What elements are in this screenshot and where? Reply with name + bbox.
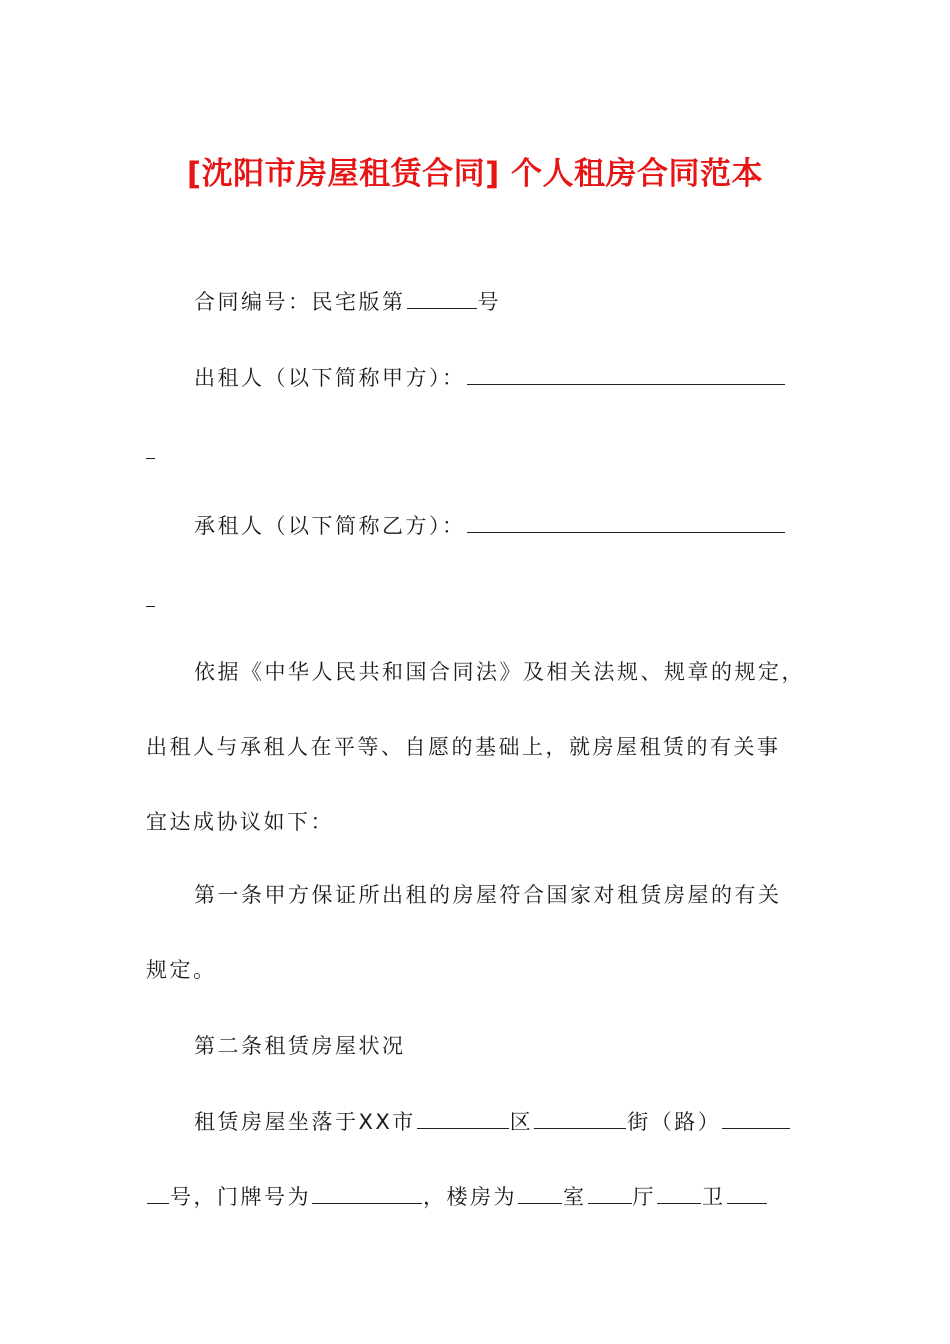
bath-trailing-blank[interactable] <box>727 1185 767 1204</box>
bath-label: 卫 <box>702 1185 726 1209</box>
intro-paragraph-line-3: 宜达成协议如下： <box>146 810 334 834</box>
contract-number-suffix: 号 <box>477 290 501 314</box>
street-label: 街（路） <box>627 1110 722 1134</box>
hall-count-blank[interactable] <box>588 1185 632 1204</box>
lessor-label: 出租人（以下简称甲方）： <box>194 366 466 390</box>
lessee-label: 承租人（以下简称乙方）： <box>194 514 466 538</box>
intro-paragraph-line-1: 依据《中华人民共和国合同法》及相关法规、规章的规定， <box>194 660 805 684</box>
hall-label: 厅 <box>632 1185 656 1209</box>
location-prefix: 租赁房屋坐落于XX市 <box>194 1110 416 1134</box>
lessee-blank-continuation <box>146 606 155 607</box>
room-label: 室 <box>563 1185 587 1209</box>
document-title: [沈阳市房屋租赁合同] 个人租房合同范本 <box>186 156 764 192</box>
contract-number-line <box>194 290 854 313</box>
bath-count-blank[interactable] <box>657 1185 701 1204</box>
number-blank[interactable] <box>147 1185 169 1204</box>
lessor-blank[interactable] <box>467 366 785 385</box>
street-blank[interactable] <box>722 1110 790 1129</box>
article-1-line-2: 规定。 <box>146 958 217 982</box>
location-line <box>194 1110 854 1133</box>
contract-number-label: 合同编号：民宅版第 <box>194 290 406 314</box>
lessor-line <box>194 366 854 389</box>
building-label: ，楼房为 <box>423 1185 517 1209</box>
lessee-line <box>194 514 854 537</box>
unit-line <box>146 1185 806 1208</box>
lessor-blank-continuation <box>146 458 155 459</box>
city-blank[interactable] <box>417 1110 509 1129</box>
lessee-blank[interactable] <box>467 514 785 533</box>
room-count-blank[interactable] <box>518 1185 562 1204</box>
intro-paragraph-line-2: 出租人与承租人在平等、自愿的基础上，就房屋租赁的有关事 <box>146 735 781 759</box>
article-2-heading: 第二条租赁房屋状况 <box>194 1034 406 1058</box>
contract-number-blank[interactable] <box>407 290 477 309</box>
district-blank[interactable] <box>534 1110 626 1129</box>
door-number-blank[interactable] <box>312 1185 422 1204</box>
article-1-line-1: 第一条甲方保证所出租的房屋符合国家对租赁房屋的有关 <box>194 883 782 907</box>
district-label: 区 <box>509 1110 534 1134</box>
door-number-label: 号，门牌号为 <box>170 1185 311 1209</box>
